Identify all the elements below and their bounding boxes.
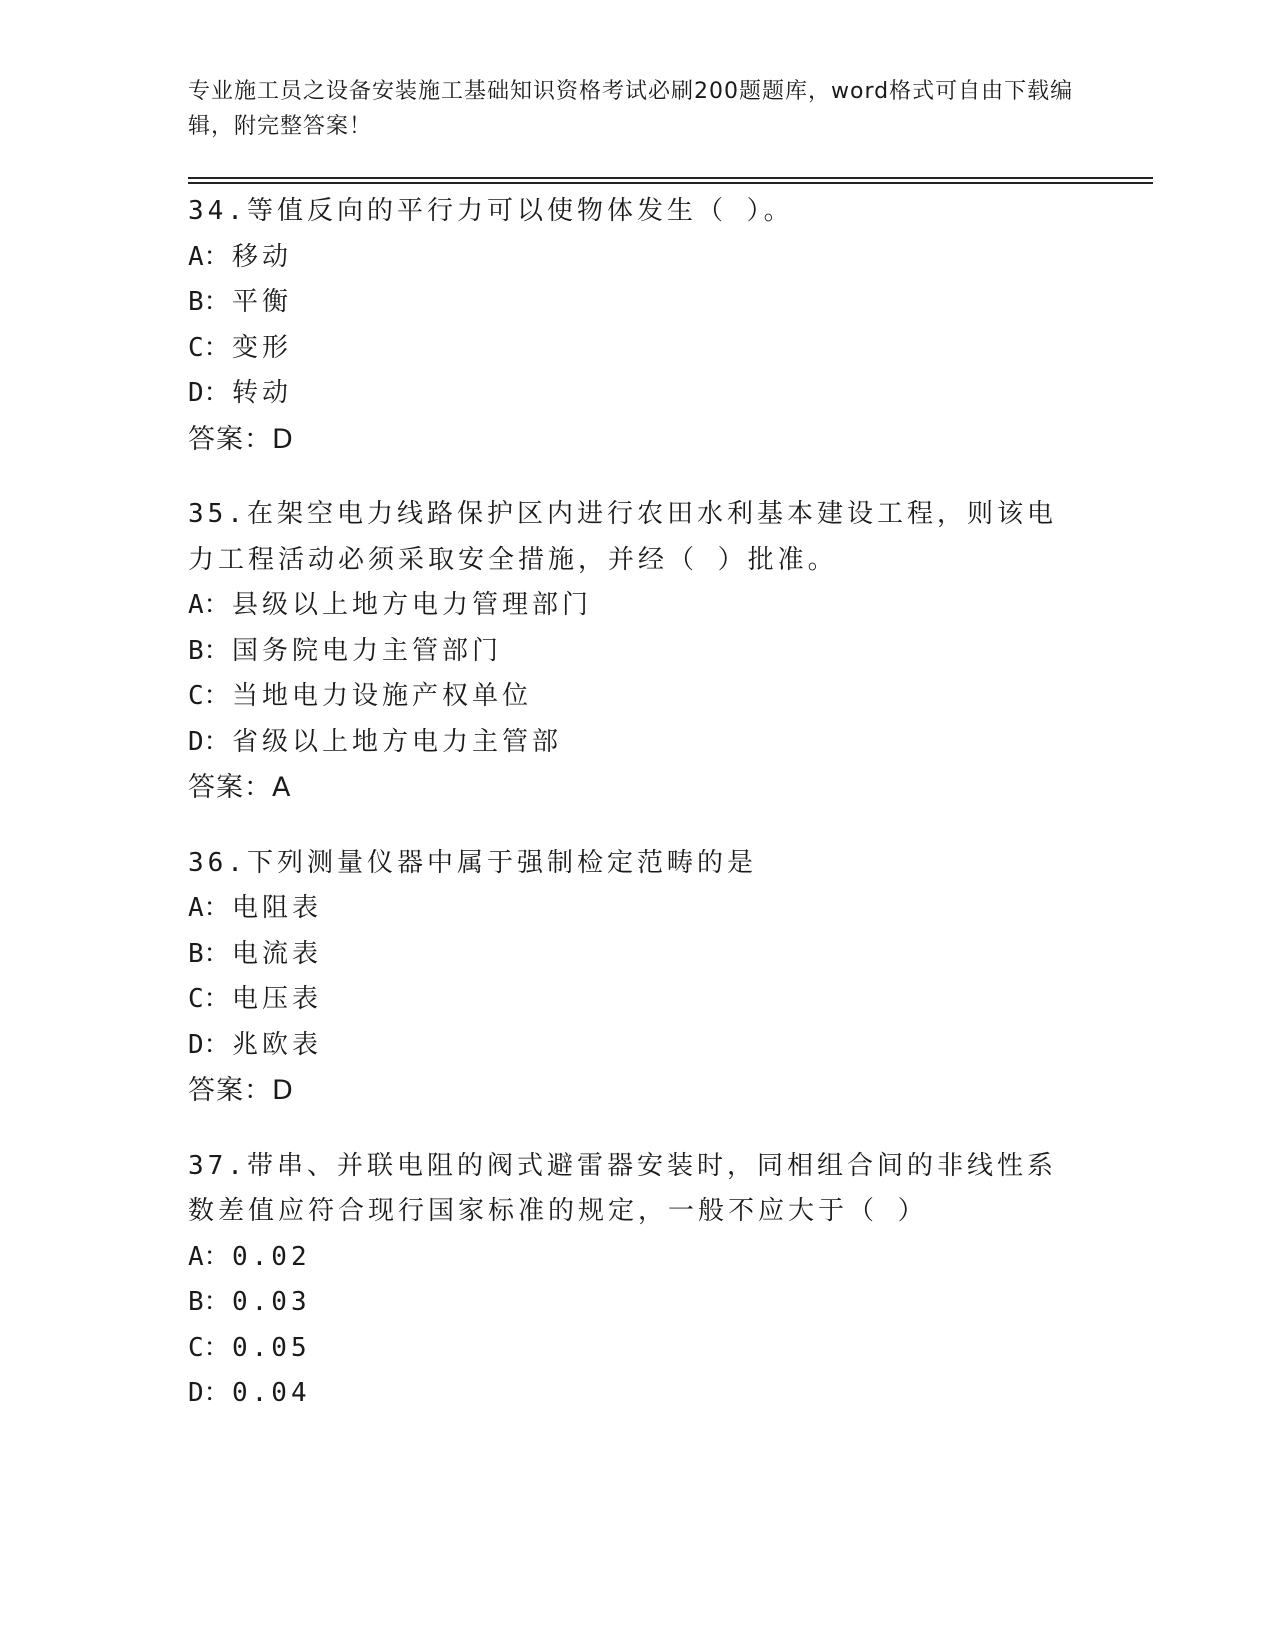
option-key: A： bbox=[188, 893, 230, 923]
question-list bbox=[188, 189, 1068, 1447]
option-a bbox=[188, 235, 1068, 281]
option-d bbox=[188, 371, 1068, 417]
answer-line: 答案：D bbox=[188, 423, 294, 455]
question-text: 34.等值反向的平行力可以使物体发生（ ）。 bbox=[188, 196, 794, 226]
option-c bbox=[188, 1326, 1068, 1372]
option-b bbox=[188, 629, 1068, 675]
question-34 bbox=[188, 189, 1068, 462]
option-text: 0.04 bbox=[232, 1378, 311, 1408]
option-b bbox=[188, 1280, 1068, 1326]
option-text: 变形 bbox=[232, 332, 293, 363]
option-text: 转动 bbox=[232, 378, 293, 408]
option-text: 0.05 bbox=[232, 1332, 311, 1363]
option-c bbox=[188, 674, 1068, 720]
option-text: 0.03 bbox=[232, 1287, 311, 1317]
answer-line: 答案：D bbox=[188, 1075, 294, 1106]
option-c bbox=[188, 326, 1068, 372]
option-a bbox=[188, 583, 1068, 629]
option-text: 当地电力设施产权单位 bbox=[232, 681, 533, 711]
option-c bbox=[188, 977, 1068, 1023]
option-key: A： bbox=[188, 241, 230, 272]
question-text: 35.在架空电力线路保护区内进行农田水利基本建设工程，则该电力工程活动必须采取安全措施，并经（ ）批准。 bbox=[188, 499, 1057, 575]
option-text: 国务院电力主管部门 bbox=[232, 635, 503, 666]
question-36 bbox=[188, 841, 1068, 1114]
answer-line: 答案：A bbox=[188, 772, 292, 803]
option-key: B： bbox=[188, 287, 230, 317]
option-key: D： bbox=[188, 726, 230, 757]
option-text: 移动 bbox=[232, 241, 293, 272]
option-text: 县级以上地方电力管理部门 bbox=[232, 590, 593, 620]
option-b bbox=[188, 280, 1068, 326]
option-key: B： bbox=[188, 635, 230, 666]
option-key: C： bbox=[188, 1332, 230, 1363]
option-text: 电压表 bbox=[232, 984, 323, 1014]
option-text: 电阻表 bbox=[232, 893, 323, 923]
header-divider-bottom bbox=[188, 182, 1153, 184]
option-key: D： bbox=[188, 1378, 230, 1408]
question-35 bbox=[188, 492, 1068, 811]
option-text: 兆欧表 bbox=[232, 1029, 323, 1060]
header-divider-top bbox=[188, 177, 1153, 179]
option-text: 0.02 bbox=[232, 1241, 311, 1272]
option-b bbox=[188, 932, 1068, 978]
option-key: D： bbox=[188, 1029, 230, 1060]
option-key: C： bbox=[188, 681, 230, 711]
question-text: 37.带串、并联电阻的阀式避雷器安装时，同相组合间的非线性系数差值应符合现行国家标准的规定，一般不应大于（ ） bbox=[188, 1150, 1057, 1226]
option-text: 平衡 bbox=[232, 287, 293, 317]
document-header: 专业施工员之设备安装施工基础知识资格考试必刷200题题库，word格式可自由下载编辑，附完整答案！ bbox=[188, 79, 1074, 139]
option-key: C： bbox=[188, 984, 230, 1014]
question-text: 36.下列测量仪器中属于强制检定范畴的是 bbox=[188, 847, 757, 878]
option-a bbox=[188, 1235, 1068, 1281]
option-key: A： bbox=[188, 1241, 230, 1272]
option-key: B： bbox=[188, 1287, 230, 1317]
option-key: C： bbox=[188, 332, 230, 363]
option-d bbox=[188, 720, 1068, 766]
option-key: A： bbox=[188, 590, 230, 620]
option-d bbox=[188, 1023, 1068, 1069]
option-text: 电流表 bbox=[232, 938, 323, 969]
option-key: D： bbox=[188, 378, 230, 408]
option-key: B： bbox=[188, 938, 230, 969]
option-d bbox=[188, 1371, 1068, 1417]
option-text: 省级以上地方电力主管部 bbox=[232, 726, 563, 757]
question-37 bbox=[188, 1144, 1068, 1417]
option-a bbox=[188, 886, 1068, 932]
